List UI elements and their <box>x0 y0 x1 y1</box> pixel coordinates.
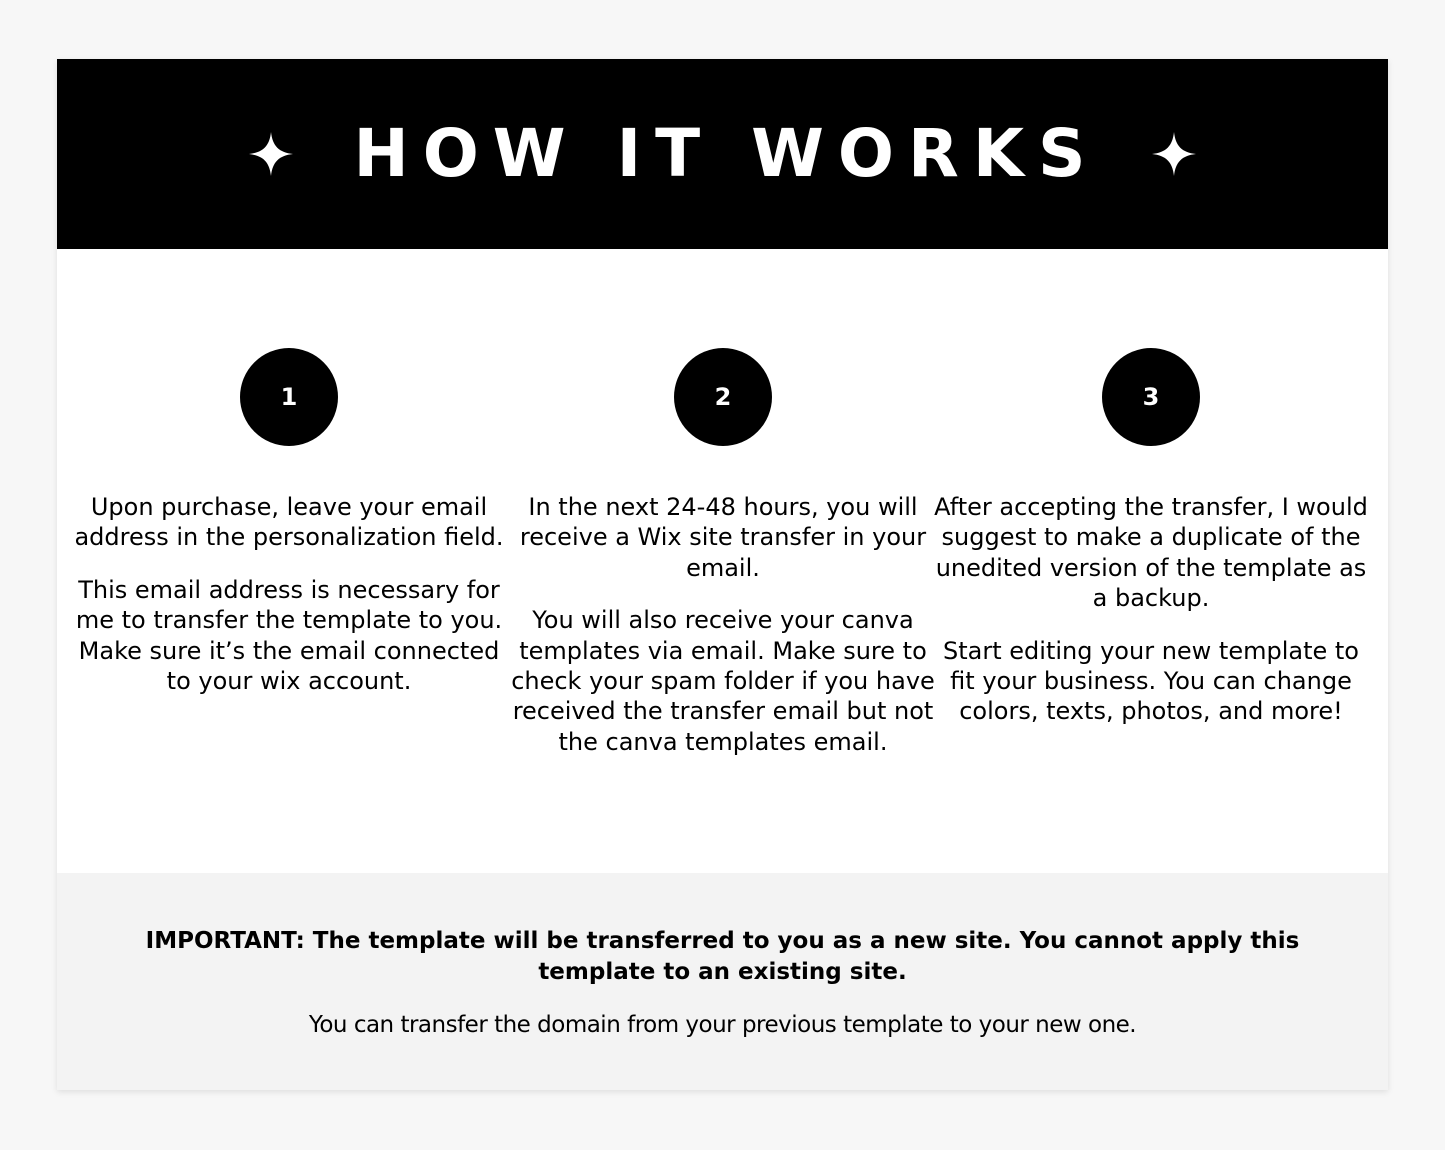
step-paragraph: In the next 24-48 hours, you will receive a Wix site transfer in your email. <box>519 493 927 582</box>
domain-transfer-note: You can transfer the domain from your previous template to your new one. <box>308 1012 1137 1038</box>
step-paragraph: Start editing your new template to fit your business. You can change colors, texts, photos, and more! <box>943 636 1359 726</box>
step-number-badge: 3 <box>1102 348 1200 446</box>
step-description <box>69 492 509 718</box>
steps-section <box>57 249 1388 873</box>
step-paragraph: Upon purchase, leave your email address in the personalization field. <box>74 493 504 552</box>
step-description <box>503 492 943 779</box>
step-paragraph: After accepting the transfer, I would suggest to make a duplicate of the unedited version of the template as a backup. <box>934 493 1368 613</box>
sparkle-star-icon <box>1152 132 1196 176</box>
sparkle-star-icon <box>249 132 293 176</box>
step-description <box>931 492 1371 749</box>
important-notice: IMPORTANT: The template will be transferred to you as a new site. You cannot apply this template to an existing site. <box>145 928 1300 985</box>
header-banner <box>57 59 1388 249</box>
step-number-badge: 1 <box>240 348 338 446</box>
how-it-works-card <box>57 59 1388 1090</box>
page-title: HOW IT WORKS <box>353 115 1100 192</box>
step-paragraph: You will also receive your canva templates via email. Make sure to check your spam folder if you have received the transfer email but not the canva templates email. <box>511 606 935 756</box>
step-number-badge: 2 <box>674 348 772 446</box>
step-paragraph: This email address is necessary for me to transfer the template to you. Make sure it’s the email connected to your wix account. <box>75 575 503 696</box>
important-note-section <box>57 873 1388 1090</box>
